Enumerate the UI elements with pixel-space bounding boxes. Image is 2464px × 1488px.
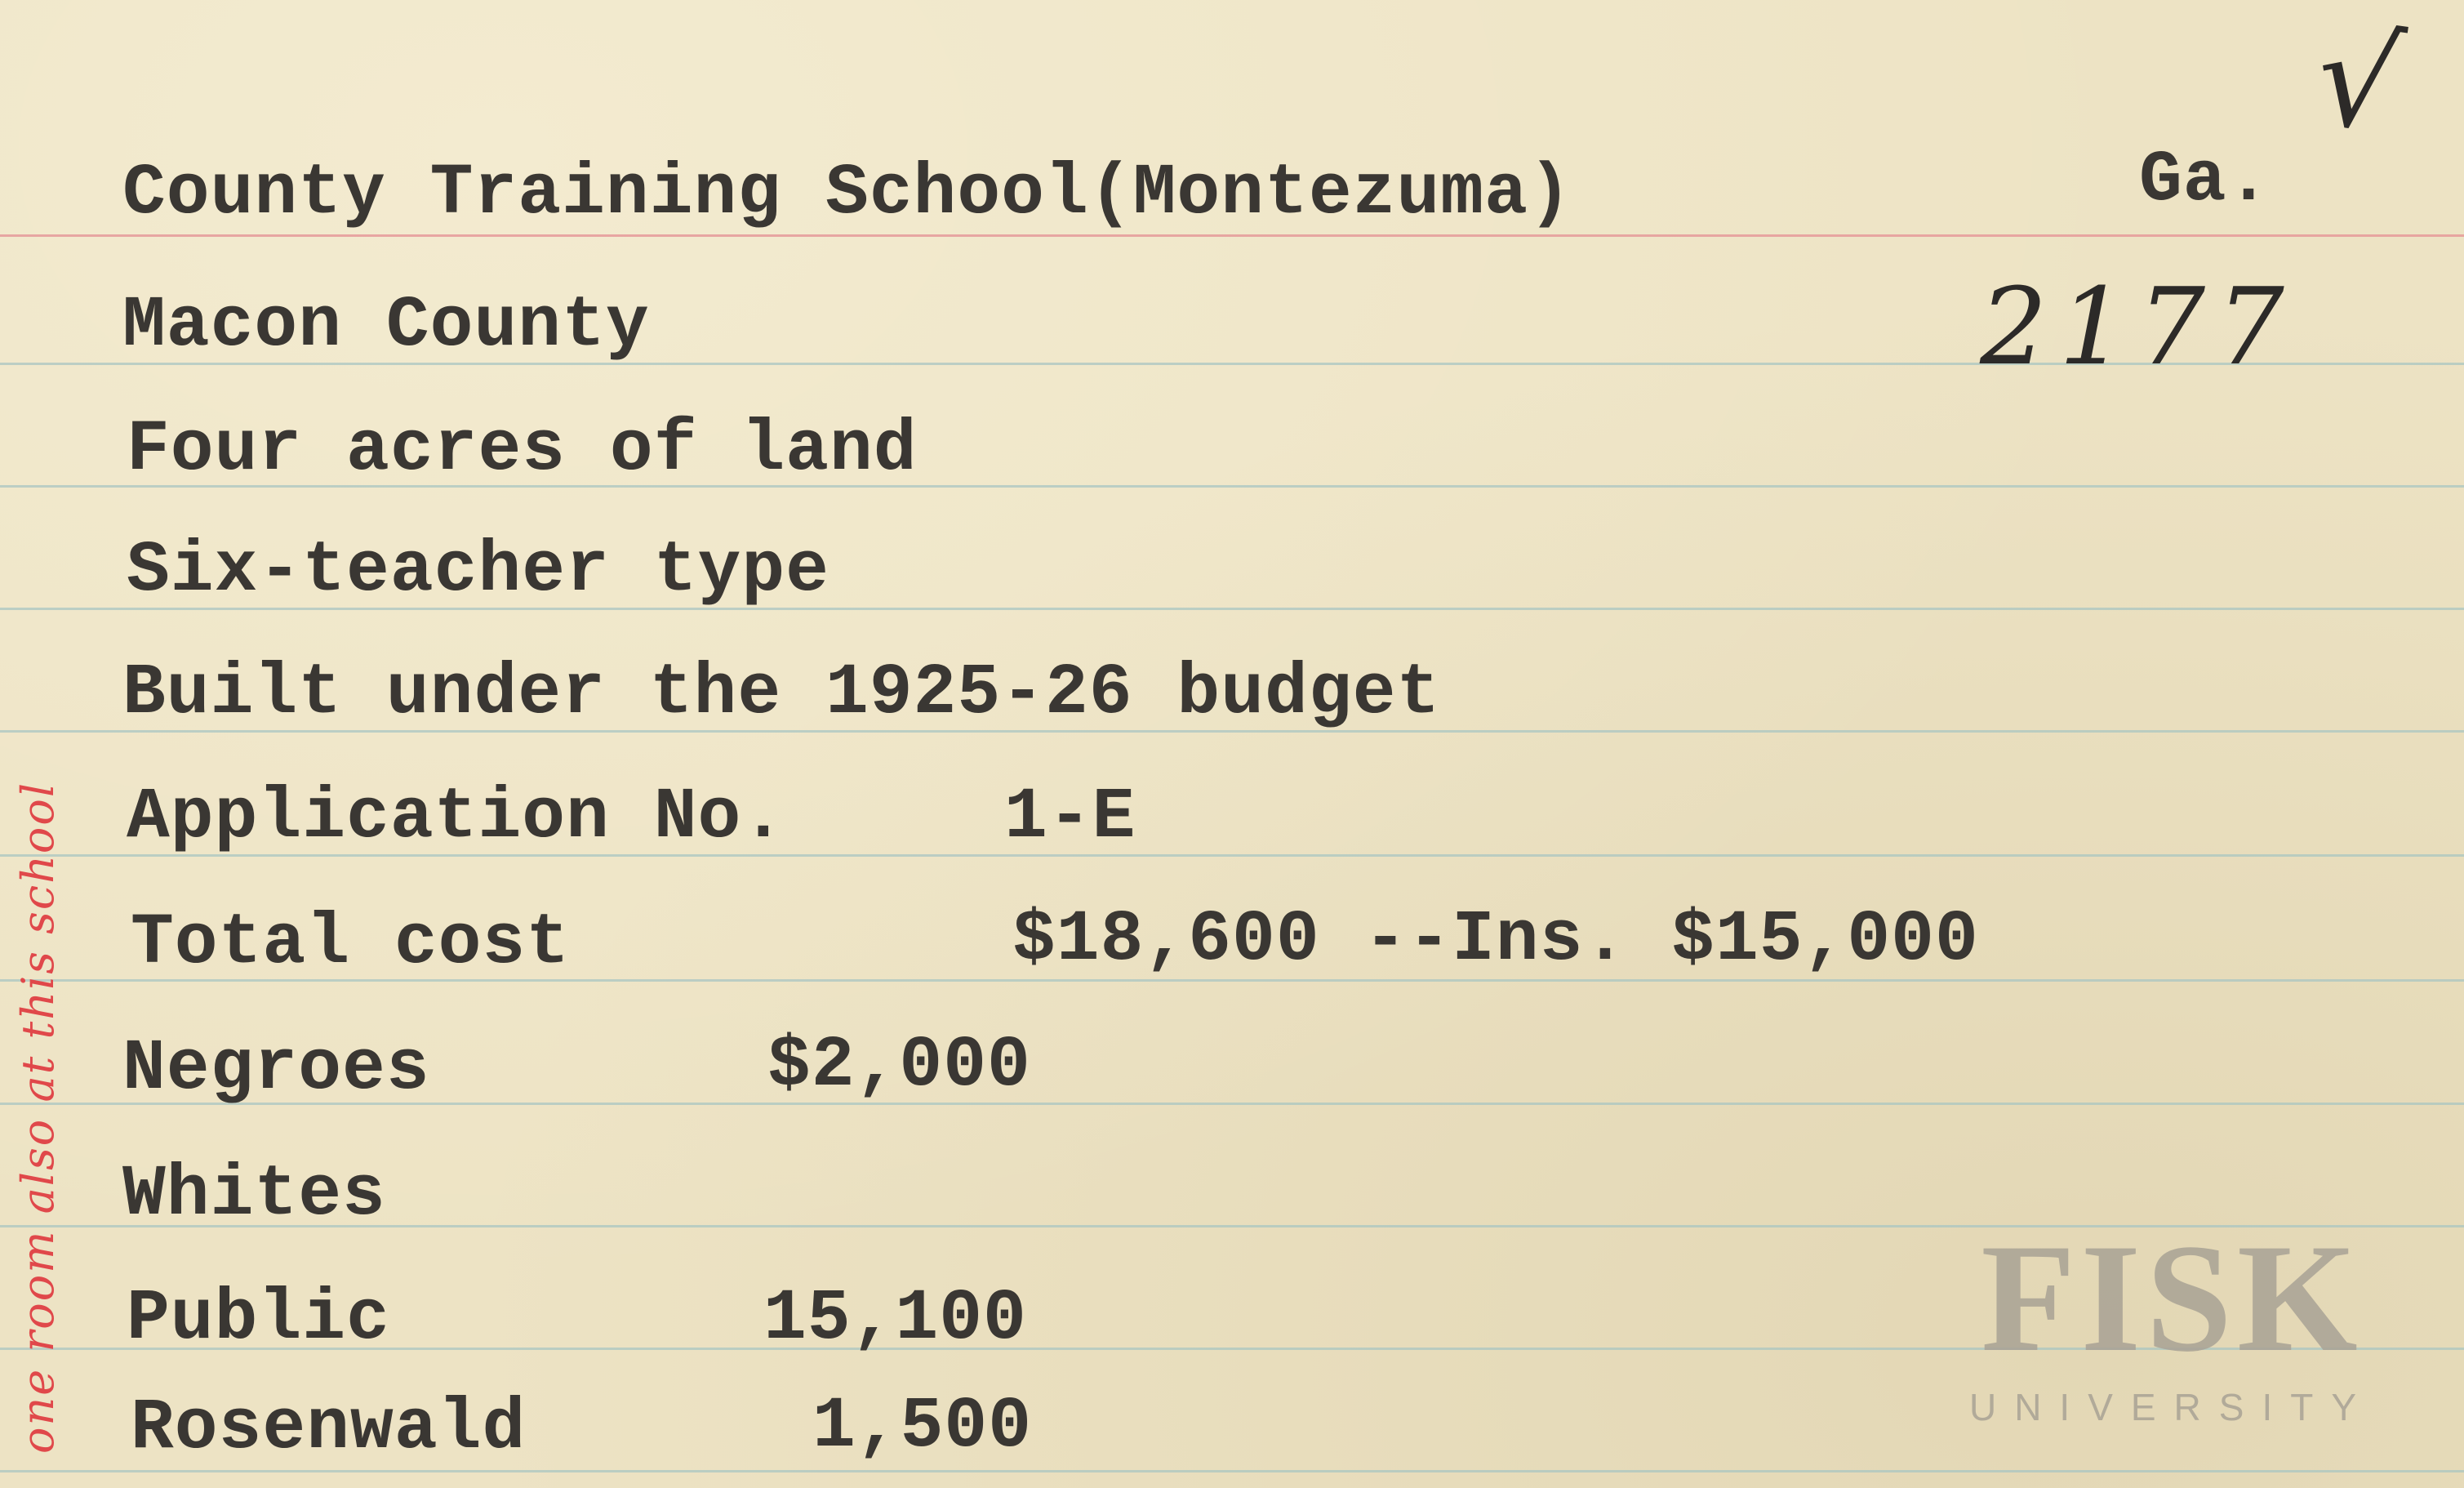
application-label: Application No. bbox=[127, 777, 786, 858]
negroes-value: $2,000 bbox=[767, 1026, 1031, 1107]
application-value: 1-E bbox=[1004, 777, 1136, 858]
card-number: 2177 bbox=[1980, 265, 2296, 389]
negroes-label: Negroes bbox=[122, 1029, 430, 1110]
budget-line: Built under the 1925-26 budget bbox=[122, 653, 1441, 734]
logo-wordmark: FISK bbox=[1981, 1213, 2363, 1384]
margin-note: one room also at this school bbox=[12, 781, 64, 1454]
fisk-university-logo bbox=[1927, 1213, 2417, 1437]
total-cost-value: $18,600 --Ins. $15,000 bbox=[1012, 900, 1979, 981]
ruled-line bbox=[0, 1470, 2464, 1472]
whites-label: Whites bbox=[122, 1155, 386, 1236]
county-line: Macon County bbox=[122, 286, 650, 367]
public-label: Public bbox=[127, 1279, 390, 1360]
type-line: Six-teacher type bbox=[127, 531, 829, 612]
school-title: County Training School(Montezuma) bbox=[122, 154, 1572, 234]
logo-subtitle: UNIVERSITY bbox=[1968, 1386, 2375, 1428]
land-line: Four acres of land bbox=[127, 410, 918, 491]
check-mark-icon: √ bbox=[2306, 0, 2411, 163]
rosenwald-value: 1,500 bbox=[812, 1387, 1033, 1468]
state-abbreviation: Ga. bbox=[2139, 140, 2271, 221]
total-cost-label: Total cost bbox=[131, 903, 571, 984]
rosenwald-label: Rosenwald bbox=[131, 1388, 527, 1469]
public-value: 15,100 bbox=[763, 1279, 1027, 1360]
